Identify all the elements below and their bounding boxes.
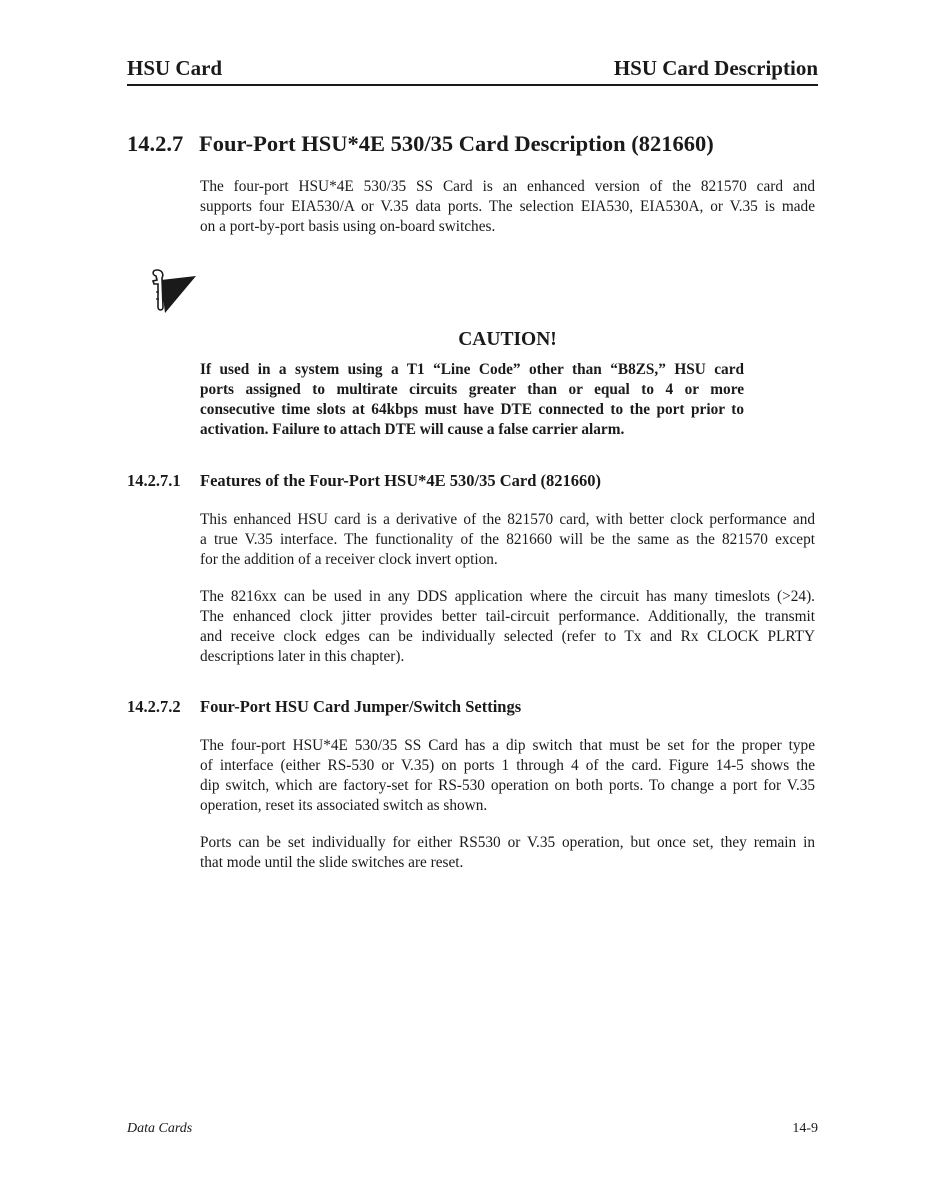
subsection-title: Four-Port HSU Card Jumper/Switch Settings <box>200 697 522 716</box>
header-rule <box>127 84 818 86</box>
footer-page-number: 14-9 <box>792 1121 818 1136</box>
text-line: The four-port HSU*4E 530/35 SS Card is an enhanced version of the 821570 card and <box>200 178 815 195</box>
features-paragraph-1 <box>200 510 815 570</box>
text-line: ports assigned to multirate circuits greater than or equal to 4 or more <box>200 381 744 398</box>
text-line: This enhanced HSU card is a derivative of the 821570 card, with better clock performance and <box>200 511 815 528</box>
section-number: 14.2.7 <box>127 131 184 156</box>
section-title: Four-Port HSU*4E 530/35 Card Description (821660) <box>199 131 714 156</box>
text-line: The four-port HSU*4E 530/35 SS Card has a dip switch that must be set for the proper type <box>200 737 815 754</box>
text-line: a true V.35 interface. The functionality of the 821660 will be the same as the 821570 except <box>200 531 815 548</box>
text-line: consecutive time slots at 64kbps must have DTE connected to the port prior to <box>200 401 744 418</box>
text-line: Ports can be set individually for either RS530 or V.35 operation, but once set, they remain in <box>200 834 815 851</box>
text-line: descriptions later in this chapter). <box>200 648 405 665</box>
text-line: operation, reset its associated switch as shown. <box>200 797 488 814</box>
caution-hand-icon <box>147 268 197 316</box>
text-line: If used in a system using a T1 “Line Code” other than “B8ZS,” HSU card <box>200 361 744 378</box>
caution-title: CAUTION! <box>458 329 557 350</box>
features-paragraph-2 <box>200 587 815 667</box>
switch-settings-paragraph-1 <box>200 736 815 816</box>
subsection-heading <box>127 697 521 717</box>
subsection-number: 14.2.7.2 <box>127 697 181 716</box>
subsection-title: Features of the Four-Port HSU*4E 530/35 Card (821660) <box>200 471 601 490</box>
running-header-right: HSU Card Description <box>613 56 818 80</box>
intro-paragraph <box>200 177 815 237</box>
text-line: supports four EIA530/A or V.35 data ports. The selection EIA530, EIA530A, or V.35 is made <box>200 198 815 215</box>
subsection-number: 14.2.7.1 <box>127 471 181 490</box>
switch-settings-paragraph-2 <box>200 833 815 873</box>
section-heading <box>127 131 714 157</box>
text-line: and receive clock edges can be individually selected (refer to Tx and Rx CLOCK PLRTY <box>200 628 815 645</box>
text-line: activation. Failure to attach DTE will cause a false carrier alarm. <box>200 421 625 438</box>
subsection-heading <box>127 471 601 491</box>
running-header-left: HSU Card <box>127 56 223 80</box>
text-line: dip switch, which are factory-set for RS-530 operation on both ports. To change a port for V.35 <box>200 777 815 794</box>
text-line: of interface (either RS-530 or V.35) on ports 1 through 4 of the card. Figure 14-5 shows the <box>200 757 815 774</box>
text-line: The enhanced clock jitter provides better tail-circuit performance. Additionally, the transmit <box>200 608 815 625</box>
text-line: The 8216xx can be used in any DDS application where the circuit has many timeslots (>24). <box>200 588 815 605</box>
text-line: on a port-by-port basis using on-board switches. <box>200 218 496 235</box>
text-line: for the addition of a receiver clock invert option. <box>200 551 498 568</box>
caution-text <box>200 360 744 440</box>
footer-chapter-name: Data Cards <box>127 1121 193 1136</box>
text-line: that mode until the slide switches are reset. <box>200 854 464 871</box>
